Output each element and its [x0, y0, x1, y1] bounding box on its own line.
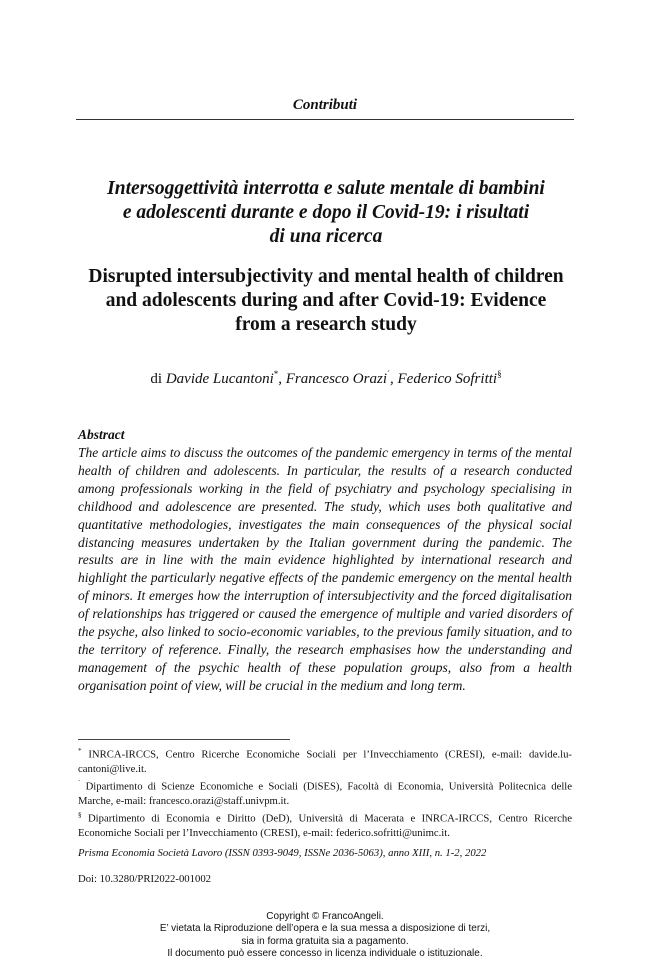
footnote-mark: ´ [78, 779, 81, 788]
section-heading: Contributi [292, 97, 358, 113]
copyright-line: sia in forma gratuita sia a pagamento. [241, 935, 409, 947]
footnote-mark: * [78, 747, 82, 755]
abstract-heading: Abstract [78, 427, 125, 442]
author-mark: § [497, 369, 502, 379]
title-italian-line: e adolescenti durante e dopo il Covid-19: i risultati [122, 202, 530, 223]
copyright-line: Copyright © FrancoAngeli. [266, 911, 384, 922]
footnote-text: Dipartimento di Economia e Diritto (DeD), Università di Macerata e INRCA-IRCCS, Centro Ricerche Economiche Sociali per l’Invecchiamento (CRESI), e-mail: federico.sofritti@unimc.it. [78, 812, 572, 840]
title-english-line: from a research study [235, 314, 417, 335]
author-name: Davide Lucantoni [165, 371, 274, 387]
footnote [78, 808, 572, 840]
footnote-text: INRCA-IRCCS, Centro Ricerche Economiche Sociali per l’Invecchiamento (CRESI), e-mail: davide.lu-cantoni@live.it. [78, 748, 572, 775]
title-english-line: Disrupted intersubjectivity and mental health of children [88, 266, 564, 287]
byline-prefix: di [150, 371, 166, 387]
copyright-line: E’ vietata la Riproduzione dell’opera e la sua messa a disposizione di terzi, [159, 923, 491, 935]
footnote-mark: § [78, 811, 82, 820]
author-separator: , [278, 371, 286, 387]
footnote [78, 744, 572, 776]
title-italian-line: di una ricerca [269, 226, 383, 247]
abstract-text: The article aims to discuss the outcomes of the pandemic emergency in terms of the mental health of children and adolescents. In particular, the results of a research conducted among professionals working in the field of psychiatry and psychology specialising in childhood and adolescence are presented. The study, which uses both qualitative and quantitative methodologies, investigates the main consequences of the physical social distancing measures undertaken by the Italian government during the pandemic. The results are in line with the main evidence highlighted by international research and highlight the particularly negative effects of the pandemic emergency on the mental health of minors. It emerges how the interruption of intersubjectivity and the forced digitalisation of relationships has triggered or caused the emergence of multiple and varied disorders of the psyche, also linked to socio-economic variables, to the previous family situation, and to the territory of reference. Finally, the research emphasises how the understanding and management of the psychic health of these population groups, also from a health organisation point of view, will be crucial in the medium and long term. [78, 445, 572, 693]
author-name: Francesco Orazi [285, 371, 387, 387]
copyright-line: Il documento può essere concesso in licenza individuale o istituzionale. [167, 947, 483, 959]
footnotes [78, 744, 572, 840]
author-name: Federico Sofritti [397, 371, 498, 387]
author-mark: * [273, 369, 279, 379]
footnote [78, 776, 572, 808]
author-byline [76, 369, 576, 388]
title-italian-line: Intersoggettività interrotta e salute mentale di bambini [107, 178, 545, 199]
title-english-line: and adolescents during and after Covid-19: Evidence [105, 290, 547, 311]
title-italian [76, 177, 576, 249]
footnote-rule [78, 739, 290, 740]
doi: Doi: 10.3280/PRI2022-001002 [78, 873, 212, 885]
author-mark: ´ [387, 369, 390, 379]
journal-citation: Prisma Economia Società Lavoro (ISSN 0393-9049, ISSNe 2036-5063), anno XIII, n. 1-2, 2022 [78, 847, 487, 859]
title-english [76, 265, 576, 337]
header-rule [76, 119, 574, 120]
footnote-text: Dipartimento di Scienze Economiche e Sociali (DiSES), Facoltà di Economia, Università Politecnica delle Marche, e-mail: francesco.orazi@staff.univpm.it. [78, 780, 572, 808]
author-separator: , [390, 371, 398, 387]
copyright-notice [0, 911, 650, 960]
